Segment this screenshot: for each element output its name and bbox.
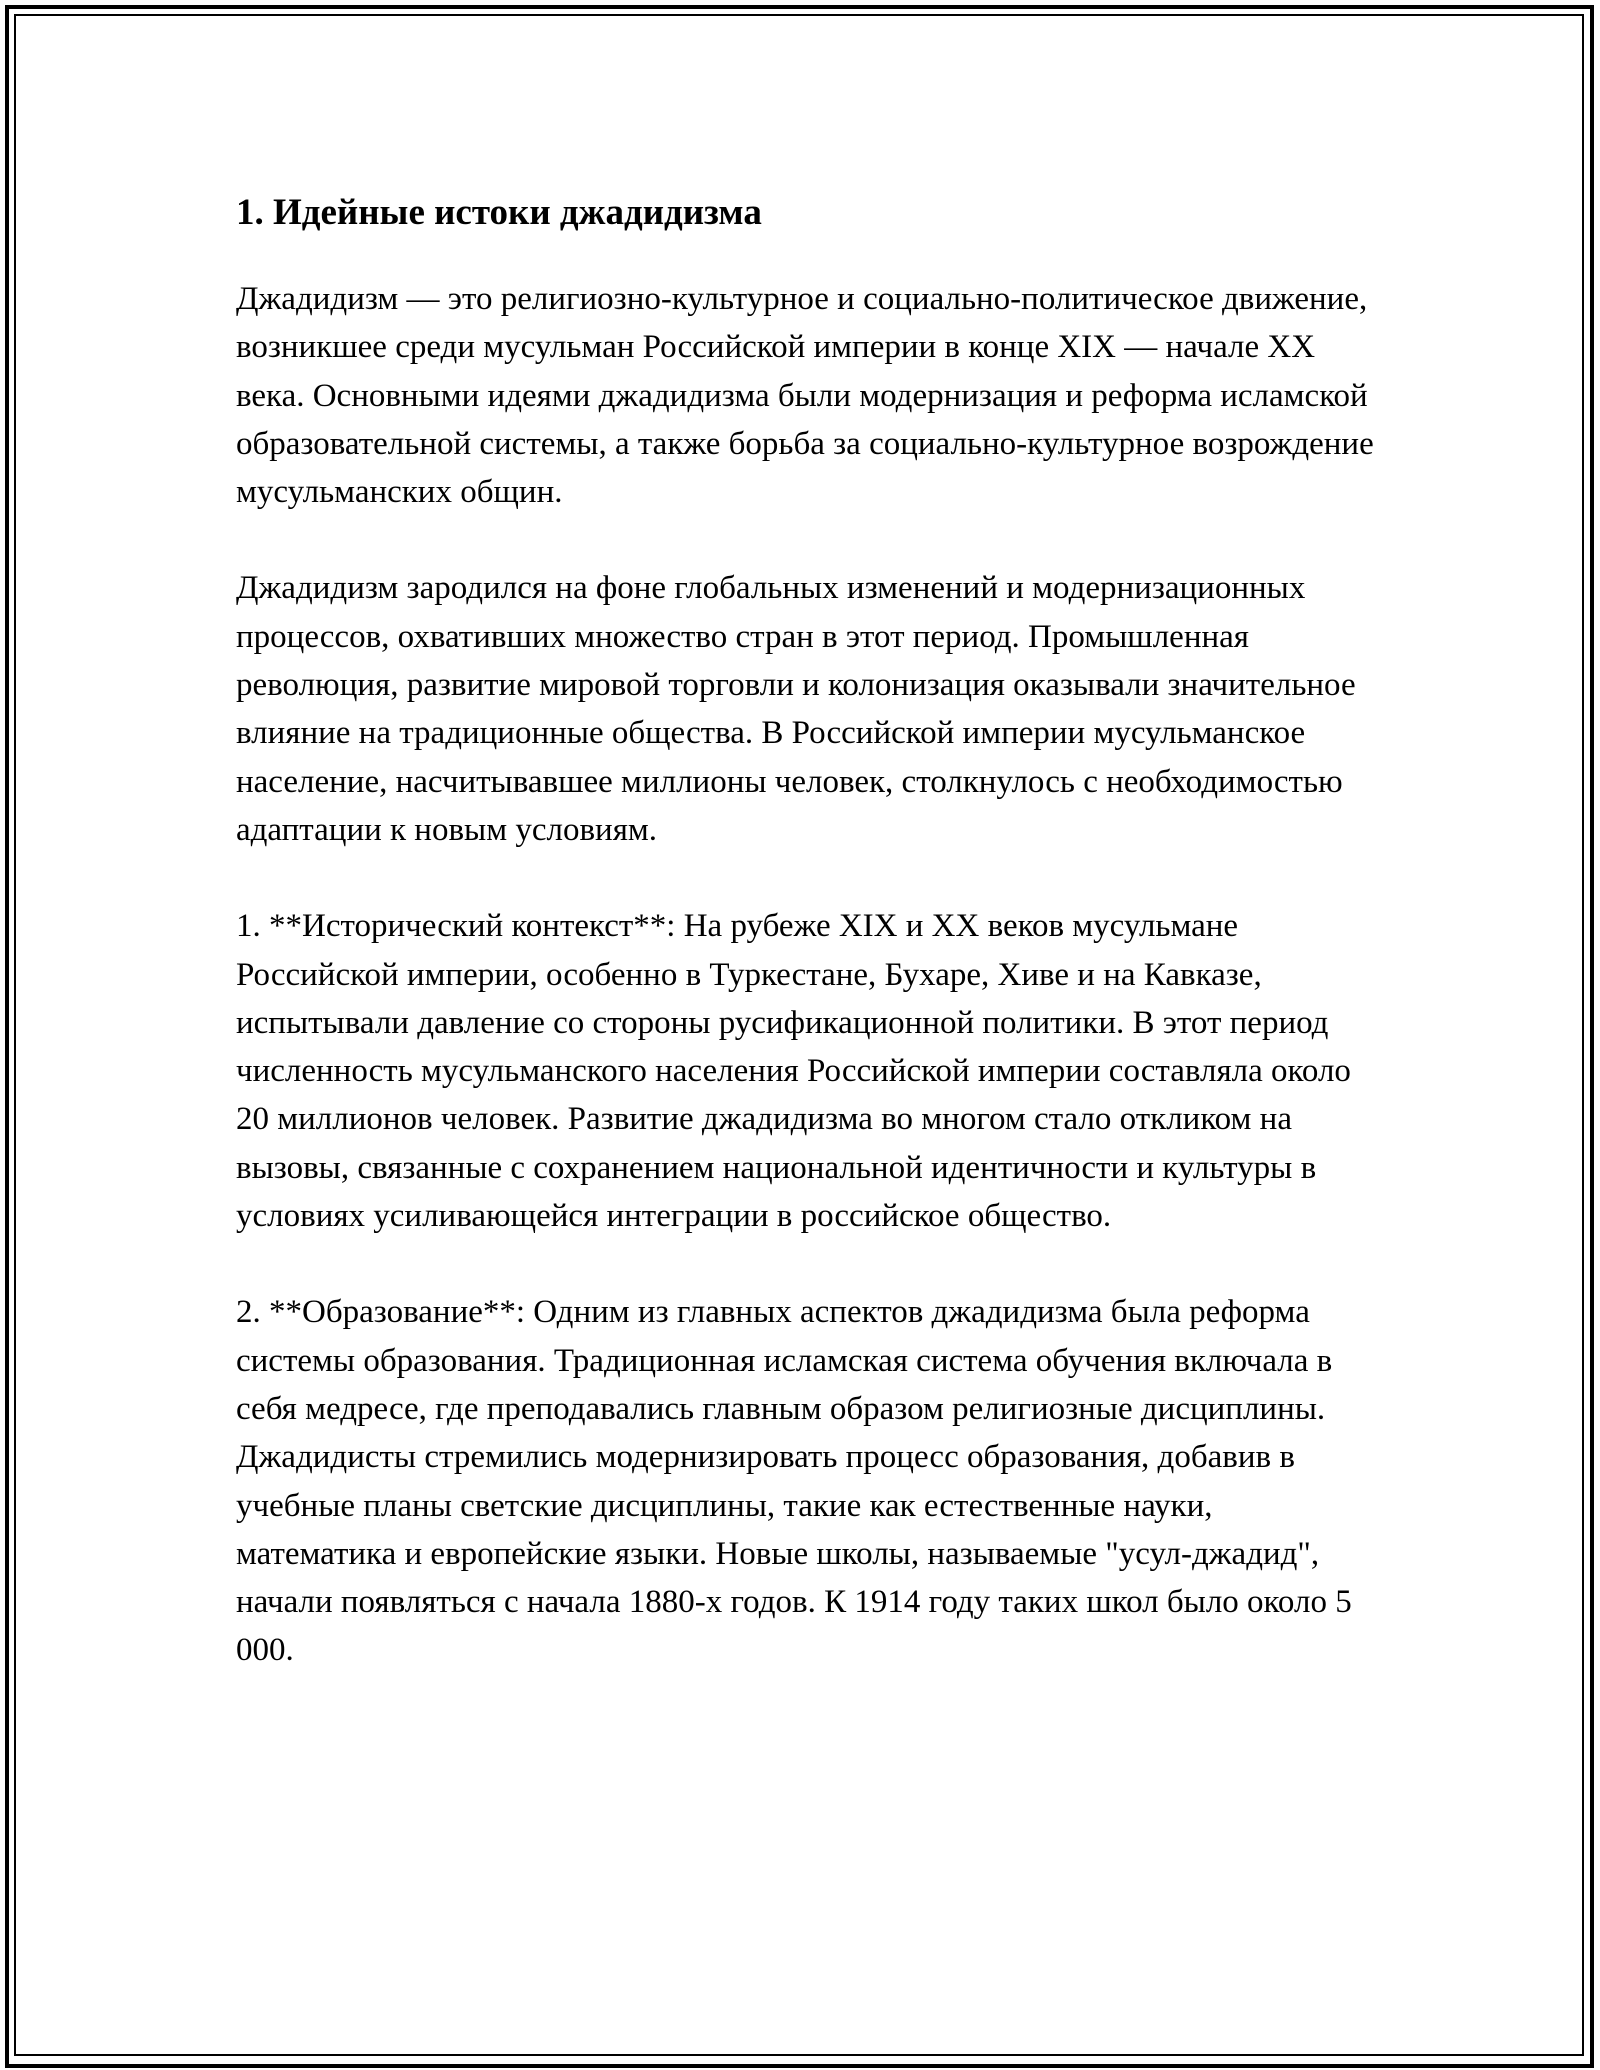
section-heading: 1. Идейные истоки джадидизма (236, 192, 762, 233)
paragraph-intro: Джадидизм — это религиозно-культурное и социально-политическое движение, возникшее среди мусульман Российской империи в конце XIX — начале XX века. Основными идеями джадидизма были модернизация и реформа исламской образовательной системы, а также борьба за социально-культурное возрождение мусульманских общин. (236, 281, 1374, 511)
paragraph-historical-context: 1. **Исторический контекст**: На рубеже XIX и XX веков мусульмане Российской империи, особенно в Туркестане, Бухаре, Хиве и на Кавказе, испытывали давление со стороны русификационной политики. В этот период численность мусульманского населения Российской империи составляла около 20 миллионов человек. Развитие джадидизма во многом стало откликом на вызовы, связанные с сохранением национальной идентичности и культуры в условиях усиливающейся интеграции в российское общество. (236, 908, 1351, 1235)
document-body (236, 182, 1376, 1723)
paragraph-education: 2. **Образование**: Одним из главных аспектов джадидизма была реформа системы образования. Традиционная исламская система обучения включала в себя медресе, где преподавались главным образом религиозные дисциплины. Джадидисты стремились модернизировать процесс образования, добавив в учебные планы светские дисциплины, такие как естественные науки, математика и европейские языки. Новые школы, называемые "усул-джадид", начали появляться с начала 1880-х годов. К 1914 году таких школ было около 5 000. (236, 1294, 1352, 1669)
paragraph-background: Джадидизм зародился на фоне глобальных изменений и модернизационных процессов, охвативших множество стран в этот период. Промышленная революция, развитие мировой торговли и колонизация оказывали значительное влияние на традиционные общества. В Российской империи мусульманское население, насчитывавшее миллионы человек, столкнулось с необходимостью адаптации к новым условиям. (236, 570, 1356, 848)
